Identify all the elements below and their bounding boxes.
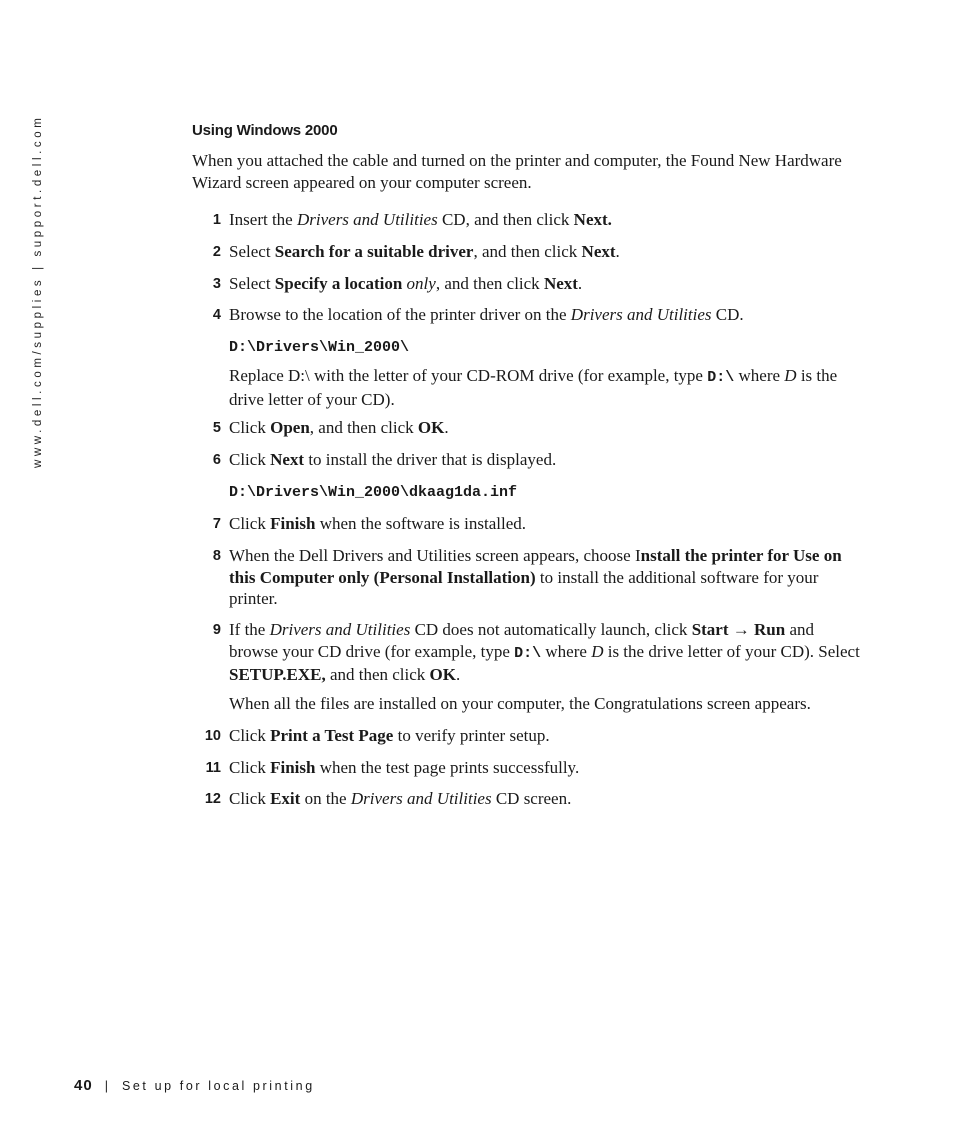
step-number: 11 <box>205 760 221 776</box>
step-1: 1 Insert the Drivers and Utilities CD, and then click Next. <box>229 209 861 231</box>
footer-separator: | <box>104 1079 108 1093</box>
footer-title: Set up for local printing <box>121 1079 315 1093</box>
step-6: 6 Click Next to install the driver that is displayed. <box>229 449 861 471</box>
step-number: 7 <box>212 516 221 532</box>
page-number: 40 <box>74 1077 93 1094</box>
step-9-note: When all the files are installed on your computer, the Congratulations screen appears. <box>229 694 811 713</box>
step-10: 10 Click Print a Test Page to verify printer setup. <box>229 725 861 747</box>
page-footer <box>74 1077 315 1094</box>
step-number: 5 <box>212 420 221 436</box>
step-7: 7 Click Finish when the software is installed. <box>229 513 861 535</box>
step-3: 3 Select Specify a location only, and then click Next. <box>229 273 861 295</box>
step-4-note: Replace D:\ with the letter of your CD-ROM drive (for example, type D:\ where D is the drive letter of your CD). <box>229 366 838 409</box>
step-8: 8 When the Dell Drivers and Utilities screen appears, choose Install the printer for Use on this Computer only (Personal Installation) to install the additional software for your printer. <box>212 546 842 608</box>
driver-path: D:\Drivers\Win_2000\ <box>229 339 410 356</box>
step-number: 6 <box>212 452 221 468</box>
section-heading: Using Windows 2000 <box>192 122 338 139</box>
step-4: 4 Browse to the location of the printer driver on the Drivers and Utilities CD. <box>229 304 861 326</box>
sidebar-url: www.dell.com/supplies | support.dell.com <box>32 114 44 468</box>
intro-paragraph: When you attached the cable and turned on the printer and computer, the Found New Hardware Wizard screen appeared on your computer screen. <box>192 151 842 192</box>
driver-file-path: D:\Drivers\Win_2000\dkaag1da.inf <box>229 484 518 501</box>
step-number: 2 <box>212 244 221 260</box>
step-number: 3 <box>212 276 221 292</box>
step-2: 2 Select Search for a suitable driver, and then click Next. <box>229 241 861 263</box>
step-number: 1 <box>212 212 221 228</box>
step-number: 4 <box>212 307 221 323</box>
step-number: 9 <box>212 622 221 638</box>
step-number: 10 <box>204 728 221 744</box>
step-5: 5 Click Open, and then click OK. <box>229 417 861 439</box>
step-9: 9 If the Drivers and Utilities CD does not automatically launch, click Start → Run and browse your CD drive (for example, type D:\ where D is the drive letter of your CD). Select SETUP.EXE, and then click OK. <box>212 620 860 684</box>
step-12: 12 Click Exit on the Drivers and Utilities CD screen. <box>229 788 861 810</box>
step-number: 8 <box>212 548 221 564</box>
step-11: 11 Click Finish when the test page prints successfully. <box>229 757 861 779</box>
step-number: 12 <box>204 791 221 807</box>
